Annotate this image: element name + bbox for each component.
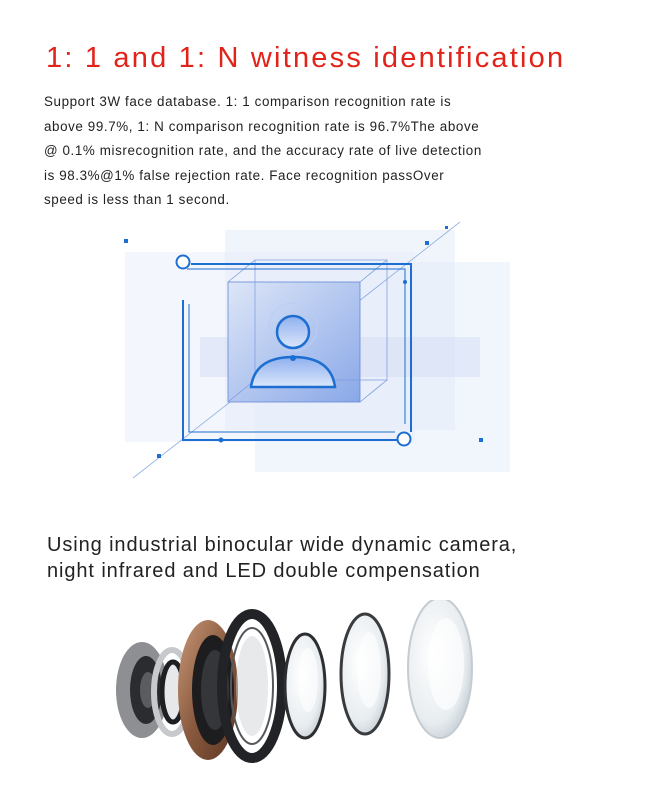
- section-title: 1: 1 and 1: N witness identification: [46, 42, 566, 74]
- description-paragraph: [44, 90, 614, 213]
- description-line: Support 3W face database. 1: 1 comparison recognition rate is: [44, 94, 452, 109]
- camera-heading-line: night infrared and LED double compensation: [47, 559, 481, 582]
- description-line: speed is less than 1 second.: [44, 192, 230, 207]
- face-recognition-icon: [115, 212, 520, 487]
- description-line: above 99.7%, 1: N comparison recognition rate is 96.7%The above: [44, 118, 480, 134]
- camera-heading-line: Using industrial binocular wide dynamic camera,: [47, 534, 518, 556]
- camera-lens-assembly-icon: [110, 600, 490, 785]
- camera-heading: [47, 533, 517, 584]
- description-line: @ 0.1% misrecognition rate, and the accuracy rate of live detection: [44, 143, 482, 158]
- description-line: is 98.3%@1% false rejection rate. Face recognition passOver: [44, 167, 445, 183]
